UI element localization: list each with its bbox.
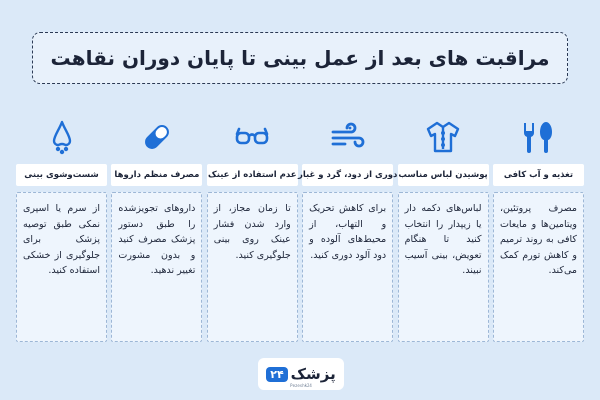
tip-heading: دوری از دود، گرد و غبار bbox=[302, 164, 393, 186]
tip-card-medication bbox=[111, 116, 202, 342]
tip-text: لباس‌های دکمه دار یا زیپدار را انتخاب کنید تا هنگام تعویض، بینی آسیب نبیند. bbox=[398, 192, 489, 342]
pill-icon bbox=[136, 116, 178, 158]
wind-icon bbox=[327, 116, 369, 158]
brand-logo bbox=[258, 358, 344, 390]
fork-knife-icon bbox=[517, 116, 559, 158]
tip-card-glasses bbox=[207, 116, 298, 342]
shirt-icon bbox=[422, 116, 464, 158]
logo-subtext: Pezeshk24 bbox=[290, 383, 312, 388]
page-title: مراقبت های بعد از عمل بینی تا پایان دوران نقاهت bbox=[50, 46, 550, 70]
logo-text: پزشک bbox=[290, 365, 336, 383]
logo-badge: ۲۴ bbox=[266, 367, 287, 382]
tips-row bbox=[16, 116, 584, 342]
tip-card-clothing bbox=[398, 116, 489, 342]
tip-text: برای کاهش تحریک و التهاب، از محیط‌های آلوده و دود آلود دوری کنید. bbox=[302, 192, 393, 342]
tip-card-smoke bbox=[297, 116, 398, 342]
glasses-icon bbox=[231, 116, 273, 158]
nose-spray-icon bbox=[41, 116, 83, 158]
tip-card-nasal-rinse bbox=[16, 116, 107, 342]
tip-text: مصرف پروتئین، ویتامین‌ها و مایعات کافی به روند ترمیم و کاهش تورم کمک می‌کند. bbox=[493, 192, 584, 342]
tip-card-nutrition bbox=[493, 116, 584, 342]
tip-heading: شست‌وشوی بینی bbox=[16, 164, 107, 186]
tip-heading: تغذیه و آب کافی bbox=[493, 164, 584, 186]
tip-heading: عدم استفاده از عینک bbox=[207, 164, 298, 186]
tip-heading: پوشیدن لباس مناسب bbox=[398, 164, 489, 186]
tip-text: داروهای تجویزشده را طبق دستور پزشک مصرف کنید و بدون مشورت تغییر ندهید. bbox=[111, 192, 202, 342]
tip-heading: مصرف منظم داروها bbox=[111, 164, 202, 186]
title-box bbox=[32, 32, 568, 84]
tip-text: تا زمان مجاز، از وارد شدن فشار عینک روی بینی جلوگیری کنید. bbox=[207, 192, 298, 342]
tip-text: از سرم یا اسپری نمکی طبق توصیه پزشک برای جلوگیری از خشکی استفاده کنید. bbox=[16, 192, 107, 342]
